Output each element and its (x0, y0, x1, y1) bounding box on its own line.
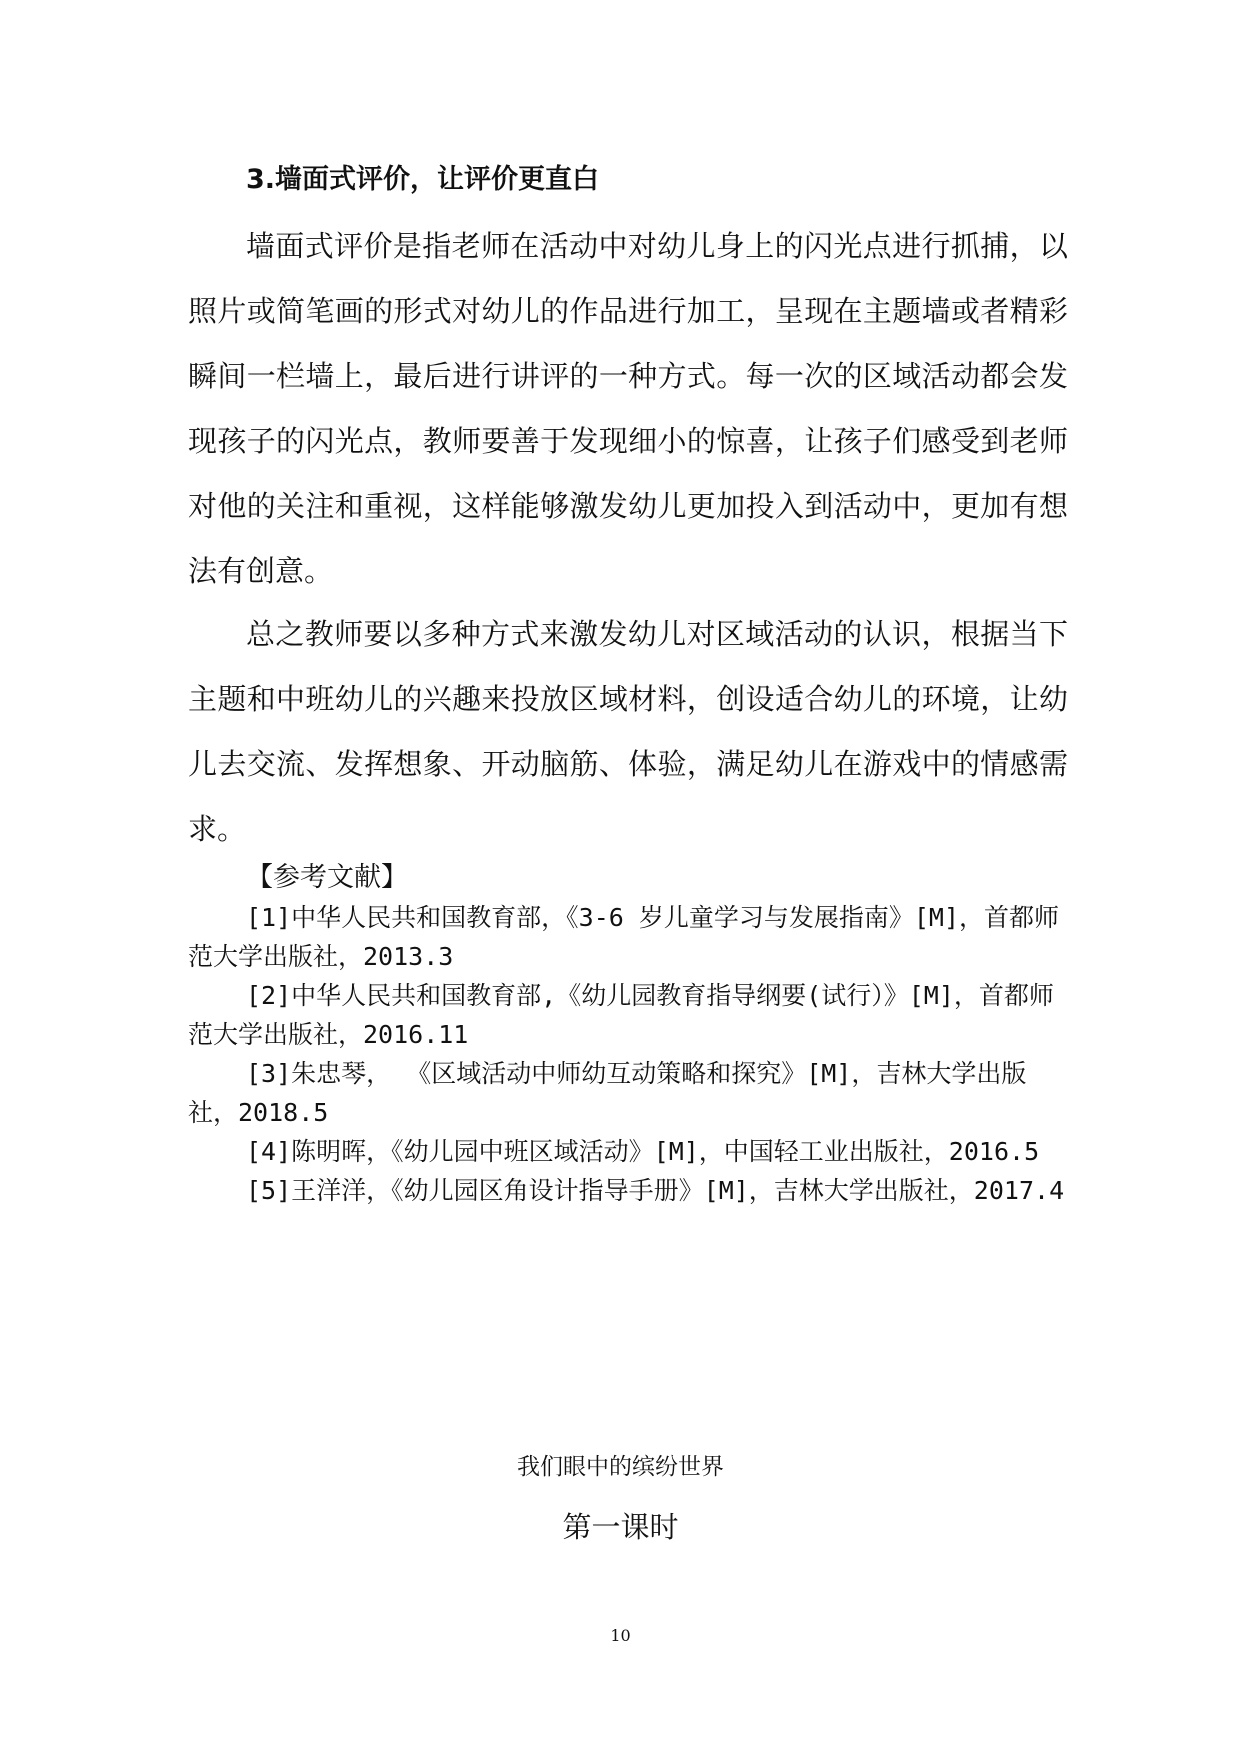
reference-item: [3]朱忠琴， 《区域活动中师幼互动策略和探究》[M]，吉林大学出版社，2018.5 (188, 1059, 1027, 1127)
references-title: 【参考文献】 (246, 862, 408, 893)
page-number: 10 (610, 1626, 631, 1645)
reference-item: [2]中华人民共和国教育部,《幼儿园教育指导纲要(试行）》[M]，首都师范大学出版社，2016.11 (188, 981, 1054, 1049)
references-list (188, 898, 1068, 1210)
reference-item: [5]王洋洋，《幼儿园区角设计指导手册》[M]，吉林大学出版社，2017.4 (246, 1176, 1065, 1205)
section-heading: 3.墙面式评价，让评价更直白 (246, 164, 600, 195)
next-section-subtitle: 第一课时 (562, 1510, 679, 1544)
reference-item: [1]中华人民共和国教育部，《3-6 岁儿童学习与发展指南》[M]，首都师范大学出版社，2013.3 (188, 903, 1060, 971)
paragraph: 墙面式评价是指老师在活动中对幼儿身上的闪光点进行抓捕，以照片或简笔画的形式对幼儿的作品进行加工，呈现在主题墙或者精彩瞬间一栏墙上，最后进行讲评的一种方式。每一次的区域活动都会发现孩子的闪光点，教师要善于发现细小的惊喜，让孩子们感受到老师对他的关注和重视，这样能够激发幼儿更加投入到活动中，更加有想法有创意。 (188, 229, 1068, 588)
next-section-title: 我们眼中的缤纷世界 (517, 1454, 724, 1480)
paragraph: 总之教师要以多种方式来激发幼儿对区域活动的认识，根据当下主题和中班幼儿的兴趣来投放区域材料，创设适合幼儿的环境，让幼儿去交流、发挥想象、开动脑筋、体验，满足幼儿在游戏中的情感需求。 (188, 617, 1068, 846)
reference-item: [4]陈明晖，《幼儿园中班区域活动》[M]，中国轻工业出版社，2016.5 (246, 1137, 1040, 1166)
